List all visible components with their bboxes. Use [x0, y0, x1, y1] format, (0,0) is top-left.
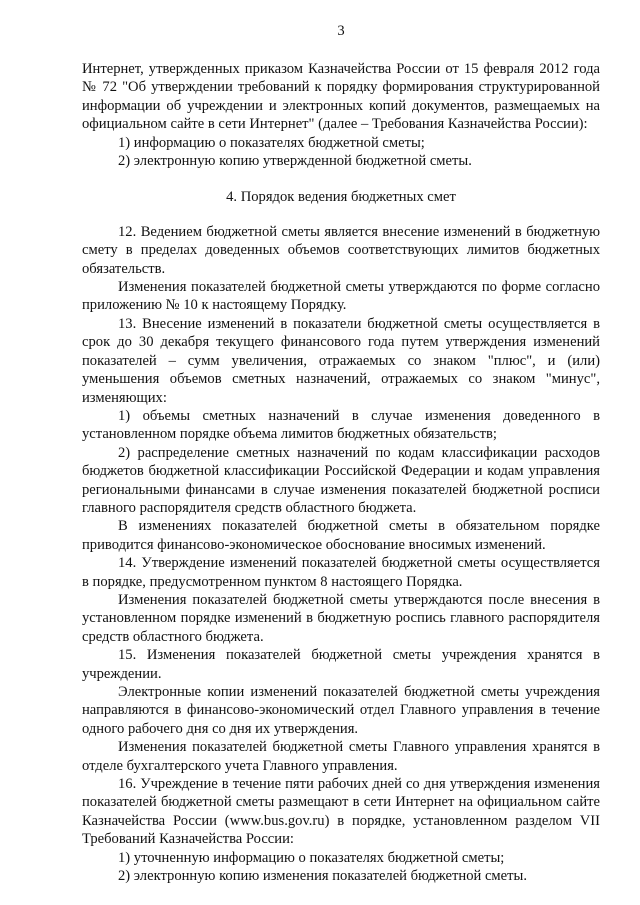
- paragraph-13-item-2: 2) распределение сметных назначений по кодам классификации расходов бюджетов бюджетной классификации Российской Федерации и кодам управления региональными финансами в случае изменения показателей бюджетной росписи главного распорядителя средств областного бюджета.: [82, 444, 600, 516]
- paragraph-13-justification: В изменениях показателей бюджетной сметы в обязательном порядке приводится финансово-экономическое обоснование вносимых изменений.: [82, 518, 600, 553]
- document-page: [82, 22, 600, 885]
- paragraph-16: 16. Учреждение в течение пяти рабочих дней со дня утверждения изменения показателей бюджетной сметы размещают в сети Интернет на официальном сайте Казначейства России (www.bus.gov.ru) в порядке, установленном разделом VII Требований Казначейства России:: [82, 776, 600, 848]
- paragraph-14-approval: Изменения показателей бюджетной сметы утверждаются после внесения в установленном порядке изменений в бюджетную роспись главного распорядителя средств областного бюджета.: [82, 591, 600, 645]
- list-item-1-budget-info: 1) информацию о показателях бюджетной сметы;: [118, 134, 425, 151]
- paragraph-12-form: Изменения показателей бюджетной сметы утверждаются по форме согласно приложению № 10 к настоящему Порядку.: [82, 279, 600, 314]
- paragraph-12: 12. Ведением бюджетной сметы является внесение изменений в бюджетную смету в пределах доведенных объемов соответствующих лимитов бюджетных обязательств.: [82, 223, 600, 277]
- paragraph-15: 15. Изменения показателей бюджетной сметы учреждения хранятся в учреждении.: [82, 647, 600, 682]
- paragraph-16-item-2: 2) электронную копию изменения показателей бюджетной сметы.: [118, 868, 527, 885]
- paragraph-14: 14. Утверждение изменений показателей бюджетной сметы осуществляется в порядке, предусмотренном пунктом 8 настоящего Порядка.: [82, 555, 600, 590]
- paragraph-intro-continuation: Интернет, утвержденных приказом Казначейства России от 15 февраля 2012 года № 72 "Об утверждении требований к порядку формирования структурированной информации об учреждении и электронных копий документов, размещаемых на официальном сайте в сети Интернет" (далее – Требования Казначейства России):: [82, 61, 600, 133]
- paragraph-13-item-1: 1) объемы сметных назначений в случае изменения доведенного в установленном порядке объема лимитов бюджетных обязательств;: [82, 407, 600, 443]
- list-item-2-budget-copy: 2) электронную копию утвержденной бюджетной сметы.: [118, 153, 472, 170]
- paragraph-15-storage: Изменения показателей бюджетной сметы Главного управления хранятся в отделе бухгалтерского учета Главного управления.: [82, 739, 600, 774]
- paragraph-15-electronic-copies: Электронные копии изменений показателей бюджетной сметы учреждения направляются в финансово-экономический отдел Главного управления в течение одного рабочего дня со дня их утверждения.: [82, 684, 600, 737]
- paragraph-13: 13. Внесение изменений в показатели бюджетной сметы осуществляется в срок до 30 декабря текущего финансового года путем утверждения изменений показателей – сумм увеличения, отражаемых со знаком "плюс", и (или) уменьшения объемов сметных назначений, отражаемых со знаком "минус", изменяющих:: [82, 315, 600, 406]
- paragraph-16-item-1: 1) уточненную информацию о показателях бюджетной сметы;: [118, 849, 505, 866]
- section-heading: 4. Порядок ведения бюджетных смет: [226, 189, 456, 206]
- page-number: 3: [337, 23, 345, 39]
